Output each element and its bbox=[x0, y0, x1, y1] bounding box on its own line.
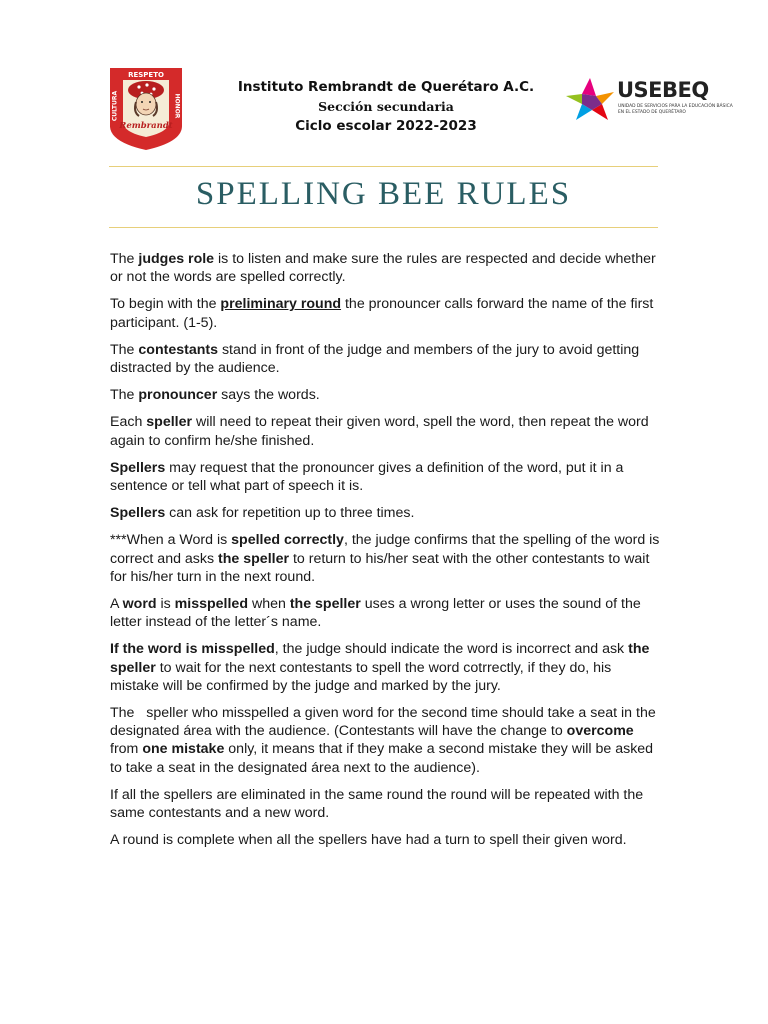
usebeq-logo bbox=[564, 74, 736, 124]
paragraph-preliminary-round: To begin with the preliminary round the pronouncer calls forward the name of the first participant. (1-5). bbox=[110, 296, 654, 331]
svg-text:HONOR: HONOR bbox=[173, 93, 181, 119]
svg-text:RESPETO: RESPETO bbox=[128, 71, 164, 79]
usebeq-subtitle: UNIDAD DE SERVICIOS PARA LA EDUCACIÓN BÁSICA EN EL ESTADO DE QUERÉTARO bbox=[618, 104, 733, 115]
paragraph-spelled-correctly: ***When a Word is spelled correctly, the judge confirms that the spelling of the word is correct and asks the speller to return to his/her seat with the other contestants to wait for his/her turn in the next round. bbox=[110, 532, 660, 585]
paragraph-contestants: The contestants stand in front of the judge and members of the jury to avoid getting distracted by the audience. bbox=[110, 341, 640, 377]
school-year: Ciclo escolar 2022-2023 bbox=[295, 118, 477, 134]
paragraph-spellers-request: Spellers may request that the pronouncer gives a definition of the word, put it in a sentence or tell what part of speech it is. bbox=[110, 459, 624, 495]
bottom-divider bbox=[109, 227, 658, 228]
paragraph-pronouncer: The pronouncer says the words. bbox=[110, 387, 320, 404]
usebeq-wordmark: USEBEQ bbox=[617, 78, 709, 102]
usebeq-star-icon bbox=[564, 74, 616, 124]
paragraph-speller-repeat: Each speller will need to repeat their given word, spell the word, then repeat the word again to confirm he/she finished. bbox=[110, 414, 649, 449]
paragraph-all-eliminated: If all the spellers are eliminated in the same round the round will be repeated with the same contestants and a new word. bbox=[110, 786, 644, 822]
school-info bbox=[210, 78, 562, 136]
school-name: Instituto Rembrandt de Querétaro A.C. bbox=[237, 79, 535, 95]
document-header bbox=[0, 0, 768, 160]
paragraph-misspelled-definition: A word is misspelled when the speller uses a wrong letter or uses the sound of the letter instead of the letter´s name. bbox=[110, 596, 641, 631]
paragraph-if-misspelled: If the word is misspelled, the judge should indicate the word is incorrect and ask the speller to wait for the next contestants to spell the word cotrrectly, if they do, his mistake will be confirmed by the judge and marked by the jury. bbox=[110, 641, 650, 694]
paragraph-second-mistake: The speller who misspelled a given word for the second time should take a seat in the designated área with the audience. (Contestants will have the change to overcome from one mistake only, it means that if they make a second mistake they will be asked to take a seat in the designated área next to the audience). bbox=[110, 705, 660, 776]
paragraph-round-complete: A round is complete when all the spellers have had a turn to spell their given word. bbox=[110, 832, 627, 849]
top-divider bbox=[109, 166, 658, 167]
paragraph-judges-role: The judges role is to listen and make sure the rules are respected and decide whether or not the words are spelled correctly. bbox=[110, 251, 656, 286]
rules-body bbox=[110, 250, 662, 858]
svg-text:CULTURA: CULTURA bbox=[111, 90, 119, 122]
paragraph-spellers-repetition: Spellers can ask for repetition up to three times. bbox=[110, 505, 415, 522]
rembrandt-crest-logo bbox=[106, 66, 186, 152]
page-title: SPELLING BEE RULES bbox=[195, 176, 572, 212]
svg-text:Rembrandt: Rembrandt bbox=[119, 121, 173, 131]
school-section: Sección secundaria bbox=[318, 99, 454, 114]
